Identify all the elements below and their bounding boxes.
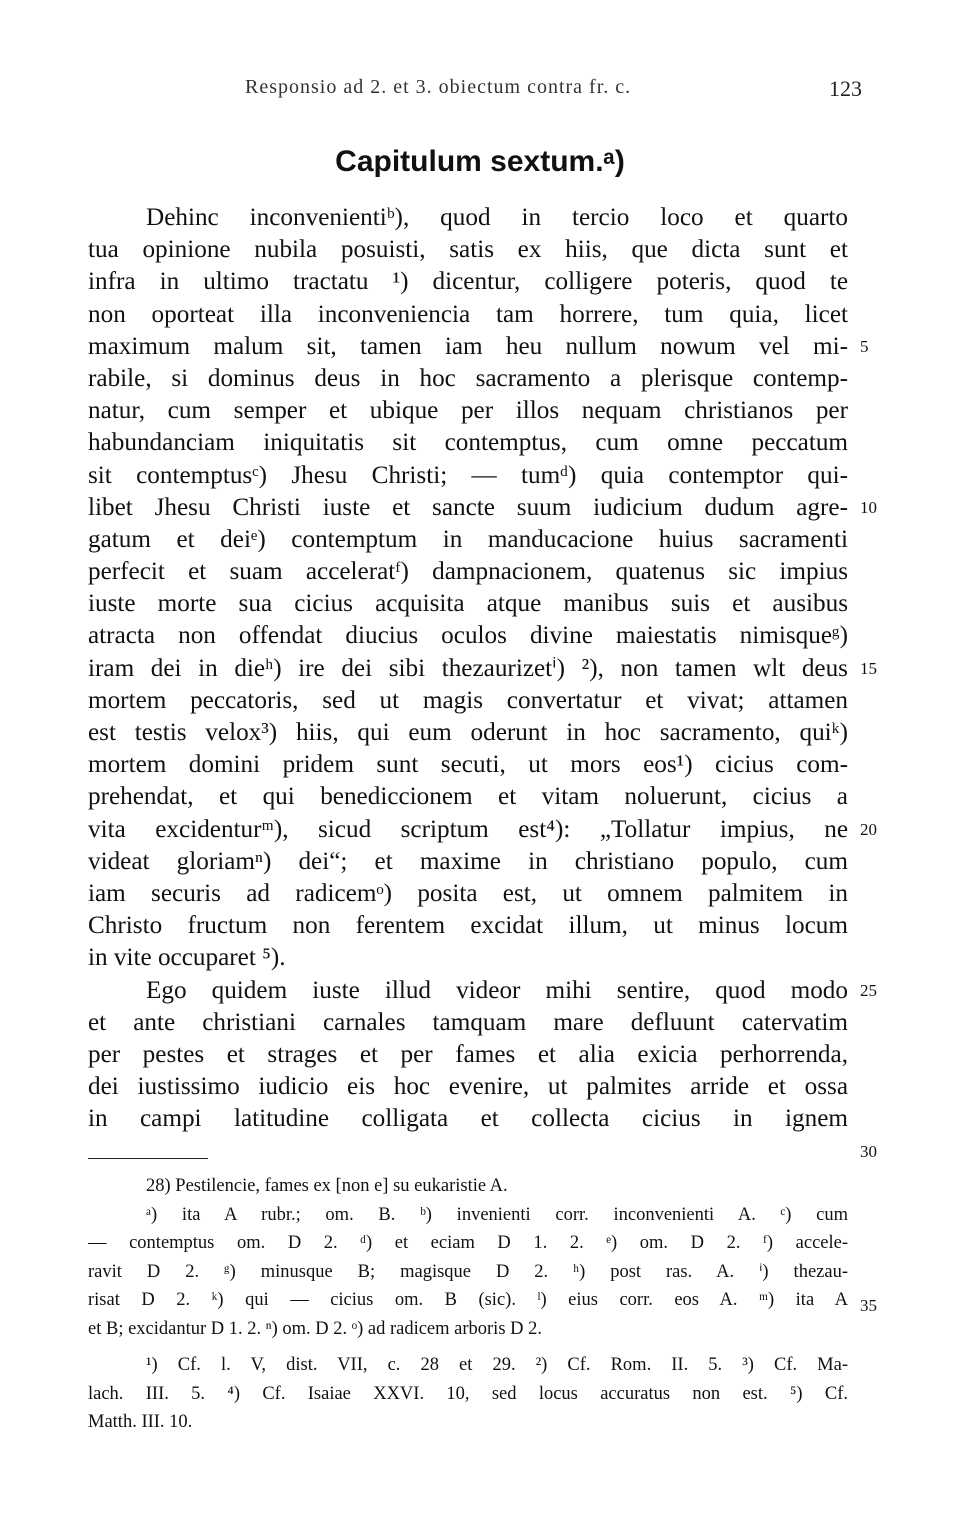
- text-line: gatum et deiᵉ) contemptum in manducacione huius sacramenti: [88, 525, 848, 553]
- apparatus-line: et B; excidantur D 1. 2. ⁿ) om. D 2. ᵒ) ad radicem arboris D 2.: [88, 1318, 543, 1339]
- text-line: iuste morte sua cicius acquisita atque manibus suis et ausibus: [88, 590, 848, 618]
- text-line: libet Jhesu Christi iuste et sancte suum iudicium dudum agre-: [88, 493, 848, 521]
- text-line: iram dei in dieʰ) ire dei sibi thezaurizetⁱ) ²), non tamen wlt deus: [88, 654, 848, 682]
- text-line: perfecit et suam acceleratᶠ) dampnacionem, quatenus sic impius: [88, 558, 848, 586]
- source-note-line: Matth. III. 10.: [88, 1412, 193, 1432]
- text-line: infra in ultimo tractatu ¹) dicentur, colligere poteris, quod te: [88, 268, 848, 296]
- line-number: 15: [860, 658, 877, 678]
- text-line: habundanciam iniquitatis sit contemptus, cum omne peccatum: [88, 429, 848, 457]
- text-line: in campi latitudine colligata et collecta cicius in ignem: [88, 1105, 848, 1133]
- text-line: iam securis ad radicemᵒ) posita est, ut omnem palmitem in: [88, 879, 848, 907]
- line-number: 10: [860, 497, 877, 517]
- critical-apparatus: [88, 1172, 848, 1343]
- text-line: rabile, si dominus deus in hoc sacramento a plerisque contemp-: [88, 364, 848, 392]
- text-line: in vite occuparet ⁵).: [88, 944, 286, 972]
- text-line: non oporteat illa inconveniencia tam horrere, tum quia, licet: [88, 300, 848, 328]
- line-number: 20: [860, 819, 877, 839]
- text-line: sit contemptusᶜ) Jhesu Christi; — tumᵈ) quia contemptor qui-: [88, 461, 848, 489]
- chapter-title: Capitulum sextum.ᵃ): [335, 145, 625, 178]
- text-line: dei iustissimo iudicio eis hoc evenire, ut palmites arride et ossa: [88, 1073, 848, 1101]
- apparatus-line: 28) Pestilencie, fames ex [non e] su eukaristie A.: [146, 1176, 508, 1196]
- source-note-line: lach. III. 5. ⁴) Cf. Isaiae XXVI. 10, sed locus accuratus non est. ⁵) Cf.: [88, 1383, 848, 1404]
- text-line: tua opinione nubila posuisti, satis ex hiis, que dicta sunt et: [88, 236, 848, 264]
- running-head: Responsio ad 2. et 3. obiectum contra fr. c.: [245, 76, 632, 98]
- text-line: Ego quidem iuste illud videor mihi sentire, quod modo: [146, 976, 848, 1004]
- text-line: vita excidenturᵐ), sicud scriptum est⁴): „Tollatur impius, ne: [88, 815, 848, 843]
- text-line: est testis velox³) hiis, qui eum oderunt in hoc sacramento, quiᵏ): [88, 719, 848, 746]
- apparatus-line: ravit D 2. ᵍ) minusque B; magisque D 2. ʰ) post ras. A. ⁱ) thezau-: [88, 1261, 848, 1282]
- page-number: 123: [829, 76, 862, 101]
- text-line: videat gloriamⁿ) dei“; et maxime in christiano populo, cum: [88, 847, 848, 875]
- text-line: et ante christiani carnales tamquam mare defluunt catervatim: [88, 1008, 848, 1036]
- apparatus-line: risat D 2. ᵏ) qui — cicius om. B (sic). ˡ) eius corr. eos A. ᵐ) ita A: [88, 1290, 848, 1310]
- text-line: natur, cum semper et ubique per illos nequam christianos per: [88, 397, 848, 425]
- text-line: prehendat, et qui benediccionem et vitam noluerunt, cicius a: [88, 783, 848, 811]
- footnote-rule: [88, 1158, 208, 1159]
- apparatus-line: — contemptus om. D 2. ᵈ) et eciam D 1. 2. ᵉ) om. D 2. ᶠ) accele-: [88, 1233, 848, 1253]
- text-line: atracta non offendat diucius oculos divine maiestatis nimisqueᵍ): [88, 622, 848, 650]
- line-number: 35: [860, 1296, 877, 1315]
- text-line: mortem domini pridem sunt secuti, ut mors eos¹) cicius com-: [88, 751, 848, 779]
- main-text: [88, 202, 848, 1135]
- text-line: Christo fructum non ferentem excidat illum, ut minus locum: [88, 912, 848, 940]
- text-line: per pestes et strages et per fames et alia exicia perhorrenda,: [88, 1040, 848, 1068]
- text-line: maximum malum sit, tamen iam heu nullum nowum vel mi-: [88, 332, 848, 360]
- line-number: 5: [860, 336, 869, 356]
- source-notes: [88, 1351, 848, 1437]
- line-number: 25: [860, 980, 877, 1000]
- apparatus-line: ᵃ) ita A rubr.; om. B. ᵇ) invenienti corr. inconvenienti A. ᶜ) cum: [146, 1204, 848, 1225]
- text-line: Dehinc inconvenientiᵇ), quod in tercio loco et quarto: [146, 204, 848, 231]
- line-number: 30: [860, 1141, 877, 1161]
- text-line: mortem peccatoris, sed ut magis convertatur et vivat; attamen: [88, 686, 848, 714]
- source-note-line: ¹) Cf. l. V, dist. VII, c. 28 et 29. ²) Cf. Rom. II. 5. ³) Cf. Ma-: [146, 1355, 848, 1375]
